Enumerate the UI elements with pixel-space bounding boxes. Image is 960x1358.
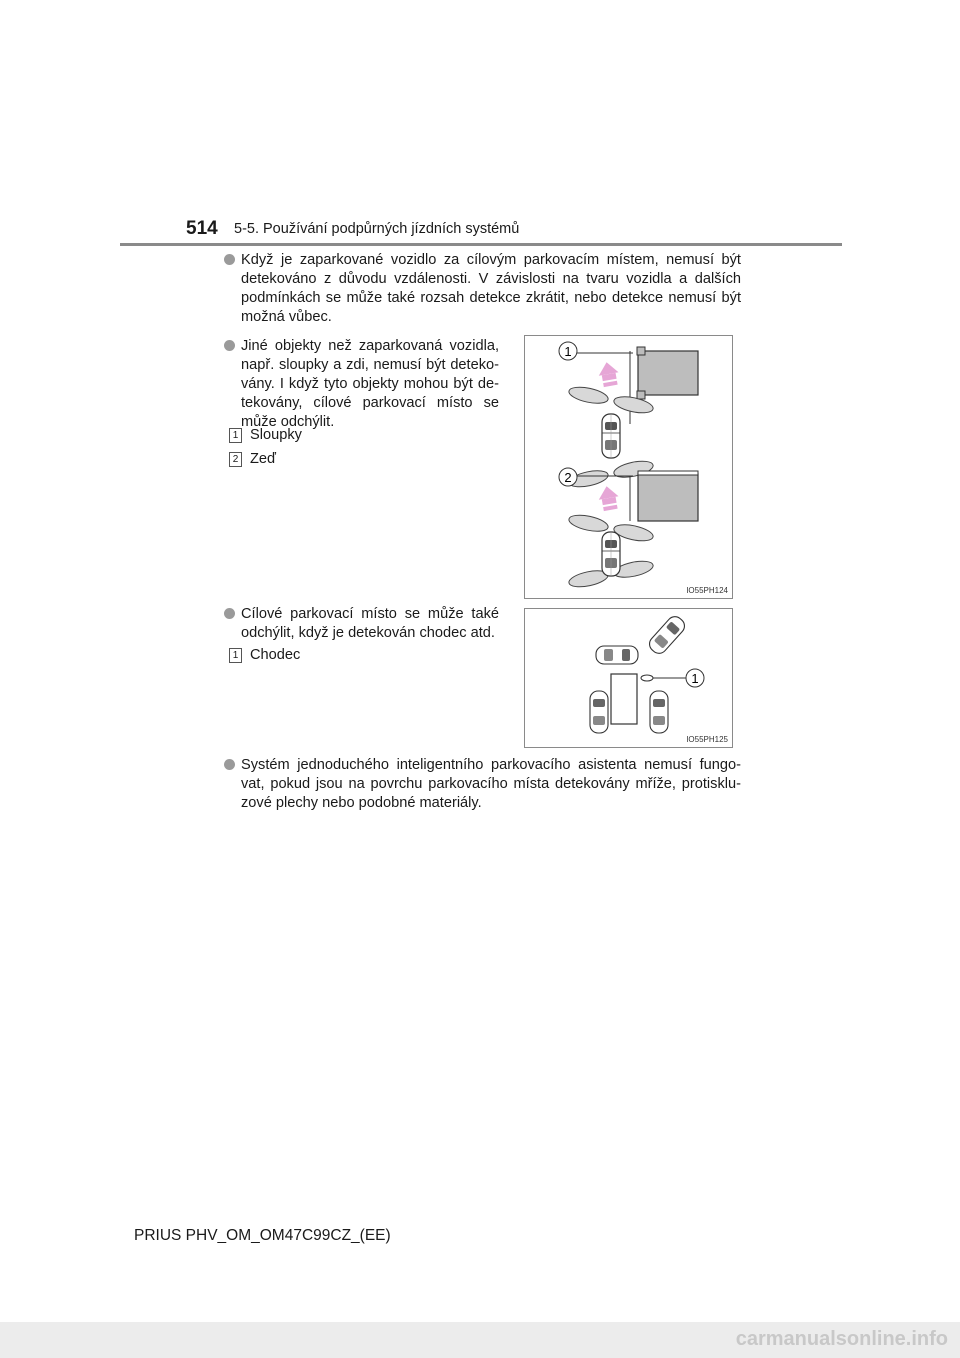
figure-id: IO55PH125 — [686, 735, 728, 744]
text-line: odchýlit, když je detekován chodec atd. — [241, 625, 495, 641]
bullet-icon — [223, 605, 241, 623]
footer-doc-code: PRIUS PHV_OM_OM47C99CZ_(EE) — [134, 1227, 391, 1244]
text-line: Když je zaparkované vozidlo za cílovým parkovacím místem, nemusí být — [241, 252, 741, 268]
figure-pillars-wall — [524, 335, 733, 599]
callout-label: 2 — [564, 470, 572, 485]
paragraph-grates — [241, 756, 741, 813]
section-title: 5-5. Používání podpůrných jízdních systémů — [234, 221, 520, 237]
callout-label: 1 — [564, 344, 572, 359]
figure-pedestrian — [524, 608, 733, 748]
paragraph-pedestrian — [241, 605, 499, 643]
text-line: vat, pokud jsou na povrchu parkovacího místa detekovány mříže, protisklu- — [241, 776, 741, 792]
bullet-icon — [223, 251, 241, 269]
paragraph-range — [241, 251, 741, 327]
bullet-icon — [223, 756, 241, 774]
parking-illustration — [525, 336, 732, 598]
page-number: 514 — [186, 218, 218, 239]
legend-label-pillars: Sloupky — [250, 427, 302, 443]
watermark-bar — [0, 1322, 960, 1358]
watermark-text: carmanualsonline.info — [735, 1328, 948, 1350]
text-line: Cílové parkovací místo se může také — [241, 606, 499, 622]
legend-number: 1 — [229, 648, 242, 663]
legend-number: 2 — [229, 452, 242, 467]
header-rule — [120, 243, 842, 246]
text-line: např. sloupky a zdi, nemusí být deteko- — [241, 357, 499, 373]
text-line: podmínkách se může také rozsah detekce zkrátit, nebo detekce nemusí být — [241, 290, 741, 306]
callout-label: 1 — [691, 671, 699, 686]
text-line: možná vůbec. — [241, 309, 332, 325]
legend-number: 1 — [229, 428, 242, 443]
legend-label-pedestrian: Chodec — [250, 647, 301, 663]
text-line: vány. I když tyto objekty mohou být de- — [241, 376, 499, 392]
legend-label-wall: Zeď — [250, 451, 277, 467]
bullet-icon — [223, 337, 241, 355]
text-line: Jiné objekty než zaparkovaná vozidla, — [241, 338, 499, 354]
pedestrian-illustration — [525, 609, 732, 747]
text-line: zové plechy nebo podobné materiály. — [241, 795, 482, 811]
pedestrian-icon — [641, 675, 653, 681]
text-line: tekovány, cílové parkovací místo se — [241, 395, 499, 411]
paragraph-objects — [241, 337, 499, 432]
figure-id: IO55PH124 — [686, 586, 728, 595]
text-line: detekováno z důvodu vzdálenosti. V závislosti na tvaru vozidla a dalších — [241, 271, 741, 287]
text-line: může odchýlit. — [241, 414, 335, 430]
text-line: Systém jednoduchého inteligentního parkovacího asistenta nemusí fungo- — [241, 757, 741, 773]
